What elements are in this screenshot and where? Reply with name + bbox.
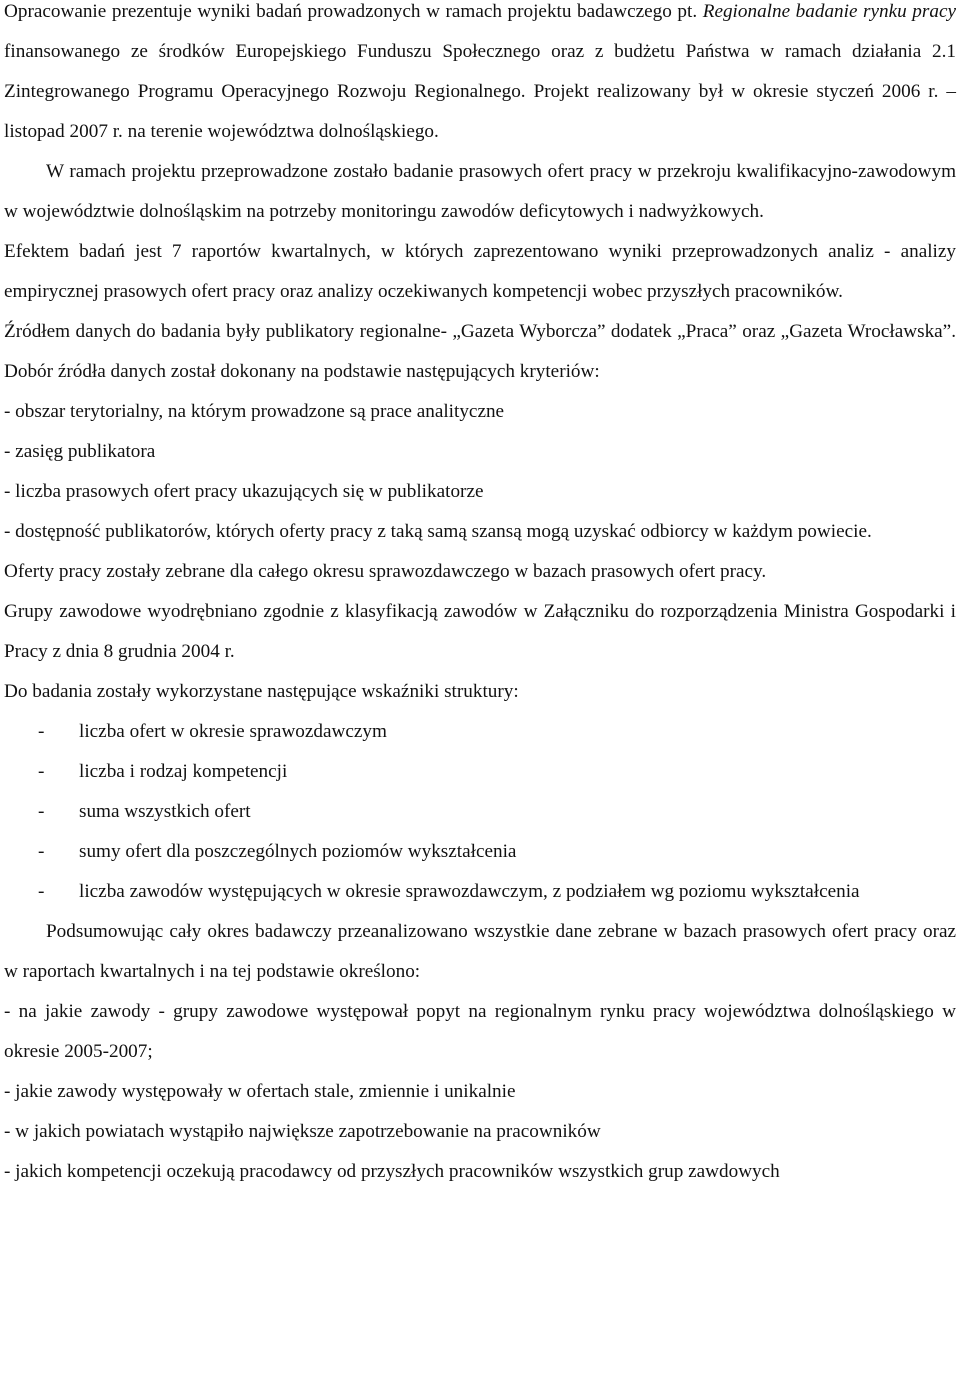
sources-paragraph: Źródłem danych do badania były publikatory regionalne- „Gazeta Wyborcza” dodatek „Praca” oraz „Gazeta Wrocławska”. Dobór źródła danych został dokonany na podstawie następujących kryteriów:	[4, 321, 956, 382]
indicator-item	[4, 752, 956, 792]
finding-item: - jakich kompetencji oczekują pracodawcy od przyszłych pracowników wszystkich grup zawdowych	[4, 1161, 780, 1182]
project-title: Regionalne badanie rynku pracy	[702, 1, 956, 22]
indicator-item	[4, 712, 956, 752]
criteria-item: - dostępność publikatorów, których oferty pracy z taką samą szansą mogą uzyskać odbiorcy w każdym powiecie.	[4, 521, 872, 542]
finding-item: - w jakich powiatach wystąpiło największe zapotrzebowanie na pracowników	[4, 1121, 601, 1142]
summary-paragraph: Podsumowując cały okres badawczy przeanalizowano wszystkie dane zebrane w bazach prasowych ofert pracy oraz w raportach kwartalnych i na tej podstawie określono:	[4, 921, 956, 982]
indicator-item	[4, 792, 956, 832]
intro-text-end: finansowanego ze środków Europejskiego Funduszu Społecznego oraz z budżetu Państwa w ramach działania 2.1 Zintegrowanego Programu Operacyjnego Rozwoju Regionalnego. Projekt realizowany był w okresie styczeń 2006 r. – listopad 2007 r. na terenie województwa dolnośląskiego.	[4, 41, 956, 142]
intro-text-start: Opracowanie prezentuje wyniki badań prowadzonych w ramach projektu badawczego pt.	[4, 1, 703, 22]
intro-paragraph	[4, 0, 956, 152]
criteria-item: - liczba prasowych ofert pracy ukazujących się w publikatorze	[4, 481, 484, 502]
indicator-item	[4, 872, 956, 912]
indicator-item	[4, 832, 956, 872]
indicator-text: sumy ofert dla poszczególnych poziomów wykształcenia	[79, 841, 517, 862]
offers-paragraph: Oferty pracy zostały zebrane dla całego okresu sprawozdawczego w bazach prasowych ofert pracy.	[4, 561, 767, 582]
scope-paragraph: W ramach projektu przeprowadzone zostało badanie prasowych ofert pracy w przekroju kwalifikacyjno-zawodowym w województwie dolnośląskim na potrzeby monitoringu zawodów deficytowych i nadwyżkowych.	[4, 161, 956, 222]
indicators-intro: Do badania zostały wykorzystane następujące wskaźniki struktury:	[4, 681, 519, 702]
list-dash: -	[38, 721, 45, 742]
document-page	[4, 0, 956, 1192]
finding-item: - na jakie zawody - grupy zawodowe występował popyt na regionalnym rynku pracy województwa dolnośląskiego w okresie 2005-2007;	[4, 1001, 956, 1062]
list-dash: -	[38, 881, 45, 902]
effect-paragraph: Efektem badań jest 7 raportów kwartalnych, w których zaprezentowano wyniki przeprowadzonych analiz - analizy empirycznej prasowych ofert pracy oraz analizy oczekiwanych kompetencji wobec przyszłych pracowników.	[4, 241, 956, 302]
list-dash: -	[38, 801, 45, 822]
indicator-text: liczba zawodów występujących w okresie sprawozdawczym, z podziałem wg poziomu wykształcenia	[79, 881, 860, 902]
indicator-text: liczba ofert w okresie sprawozdawczym	[79, 721, 387, 742]
indicator-text: suma wszystkich ofert	[79, 801, 251, 822]
indicators-list	[4, 712, 956, 912]
groups-paragraph: Grupy zawodowe wyodrębniano zgodnie z klasyfikacją zawodów w Załączniku do rozporządzenia Ministra Gospodarki i Pracy z dnia 8 grudnia 2004 r.	[4, 601, 956, 662]
list-dash: -	[38, 761, 45, 782]
list-dash: -	[38, 841, 45, 862]
criteria-item: - zasięg publikatora	[4, 441, 156, 462]
indicator-text: liczba i rodzaj kompetencji	[79, 761, 288, 782]
criteria-item: - obszar terytorialny, na którym prowadzone są prace analityczne	[4, 401, 505, 422]
finding-item: - jakie zawody występowały w ofertach stale, zmiennie i unikalnie	[4, 1081, 516, 1102]
